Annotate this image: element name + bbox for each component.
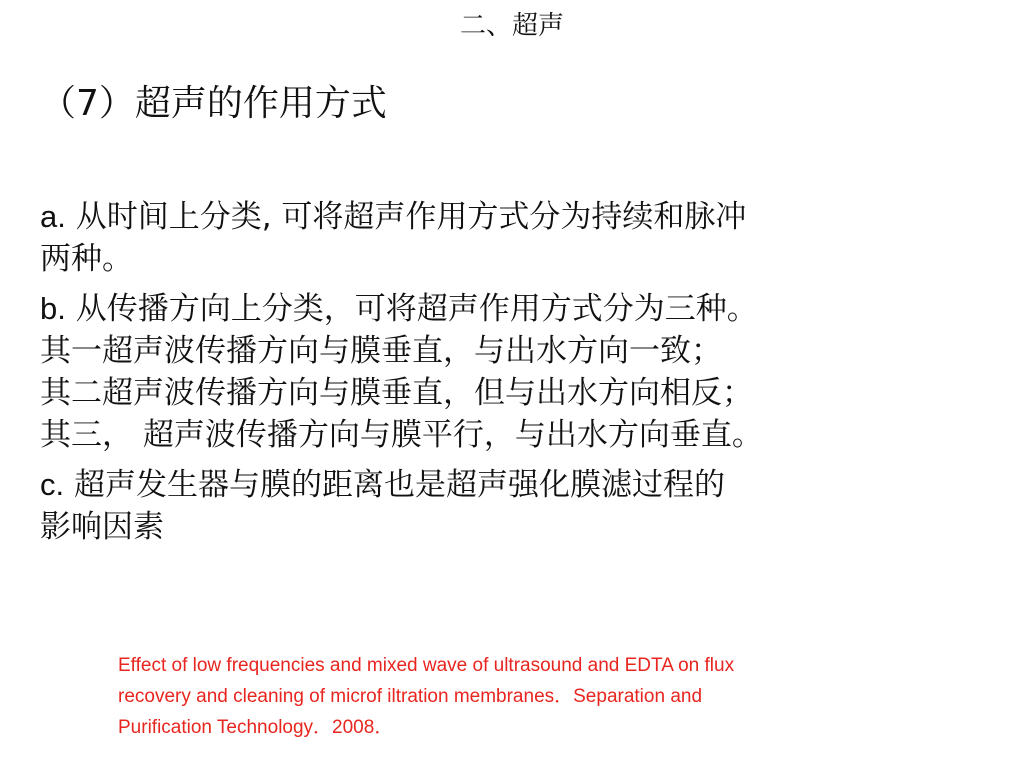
section-title: 二、超声	[459, 11, 564, 41]
point-b-line-2: 其一超声波传播方向与膜垂直，与出水方向一致；	[40, 333, 722, 369]
reference-line-3: Purification Technology．2008．	[118, 717, 394, 738]
point-b-line-3: 其二超声波传播方向与膜垂直，但与出水方向相反；	[40, 375, 753, 411]
point-c-text-1: 超声发生器与膜的距离也是超声强化膜滤过程的	[73, 467, 725, 503]
body-text	[40, 196, 970, 556]
point-c	[40, 464, 970, 548]
reference-line-1: Effect of low frequencies and mixed wave of ultrasound and EDTA on flux	[118, 655, 735, 676]
point-c-line-1	[40, 464, 970, 506]
point-a-line-1	[40, 196, 970, 238]
point-b-marker: b.	[40, 291, 66, 326]
point-b	[40, 288, 970, 456]
point-c-marker: c.	[40, 467, 65, 502]
point-b-text-1: 从传播方向上分类，可将超声作用方式分为三种。	[75, 291, 758, 327]
point-b-line-4: 其三， 超声波传播方向与膜平行，与出水方向垂直。	[40, 417, 763, 453]
point-a-text-1: 从时间上分类, 可将超声作用方式分为持续和脉冲	[75, 199, 747, 235]
slide-heading: （7）超声的作用方式	[40, 83, 387, 124]
point-a	[40, 196, 970, 280]
point-a-line-2: 两种。	[40, 241, 133, 277]
point-b-line-1	[40, 288, 970, 330]
reference-citation	[118, 650, 908, 743]
point-c-line-2: 影响因素	[40, 509, 164, 545]
reference-line-2: recovery and cleaning of microf iltration membranes．Separation and	[118, 686, 703, 707]
point-a-marker: a.	[40, 199, 66, 234]
